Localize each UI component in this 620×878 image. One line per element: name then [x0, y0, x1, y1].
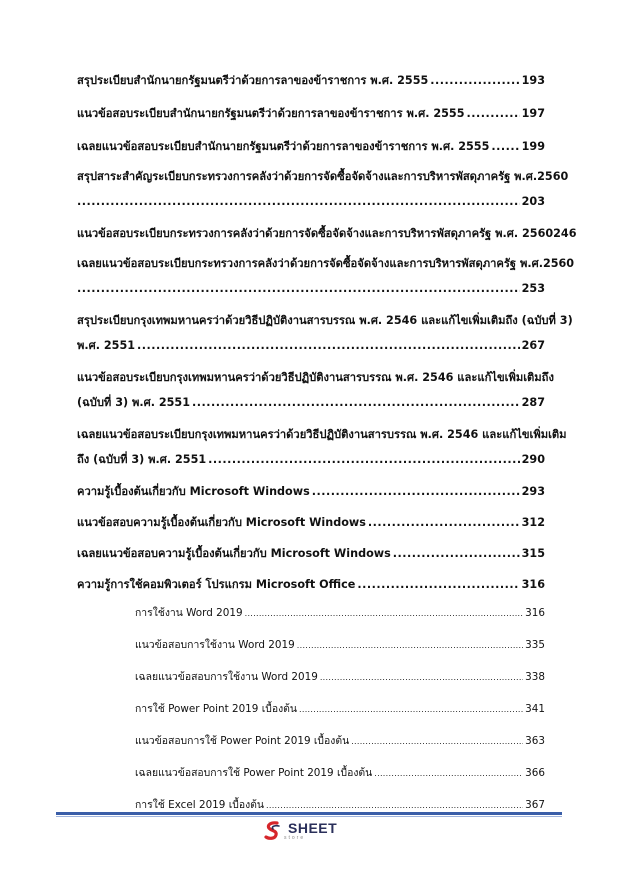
- toc-sub-entry-page: 338: [525, 671, 545, 683]
- toc-sub-entry-page: 363: [525, 735, 545, 747]
- toc-entry[interactable]: [77, 168, 569, 210]
- toc-sub-entry[interactable]: [135, 734, 545, 749]
- toc-entry[interactable]: [77, 138, 545, 155]
- toc-sub-entry[interactable]: [135, 606, 545, 621]
- toc-entry[interactable]: [77, 72, 545, 89]
- leader-dots: [137, 337, 520, 354]
- toc-entry-title: สรุประเบียบสำนักนายกรัฐมนตรีว่าด้วยการลาของข้าราชการ พ.ศ. 2555: [77, 74, 429, 87]
- toc-entry-page: 193: [521, 74, 545, 87]
- toc-entry-title: แนวข้อสอบระเบียบกระทรวงการคลังว่าด้วยการจัดซื้อจัดจ้างและการบริหารพัสดุภาครัฐ พ.ศ. 2560: [77, 227, 554, 240]
- toc-entry-page: 246: [553, 227, 577, 240]
- toc-sub-entry-page: 335: [525, 639, 545, 651]
- toc-entry[interactable]: [77, 105, 545, 122]
- toc-sub-entry[interactable]: [135, 702, 545, 717]
- toc-entry-title: เฉลยแนวข้อสอบความรู้เบื้องต้นเกี่ยวกับ Microsoft Windows: [77, 547, 391, 560]
- footer-rule-thin: [56, 816, 562, 817]
- toc-entry-title-line2: (ฉบับที่ 3) พ.ศ. 2551: [77, 396, 191, 409]
- toc-entry-page: 253: [521, 282, 545, 295]
- leader-dots: [77, 280, 520, 297]
- toc-entry-page: 287: [521, 396, 545, 409]
- leader-dots: [320, 670, 523, 685]
- toc-entry-page: 293: [521, 485, 545, 498]
- leader-dots: [266, 798, 523, 813]
- toc-entry-title-line2: ถึง (ฉบับที่ 3) พ.ศ. 2551: [77, 453, 207, 466]
- toc-entry-page: 316: [521, 578, 545, 591]
- sheet-store-logo: [262, 820, 337, 842]
- toc-entry[interactable]: [77, 225, 577, 242]
- leader-dots: [208, 451, 520, 468]
- toc-entry-page: 203: [521, 195, 545, 208]
- toc-entry-title: ความรู้เบื้องต้นเกี่ยวกับ Microsoft Windows: [77, 485, 310, 498]
- toc-entry-title-line1: เฉลยแนวข้อสอบระเบียบกรุงเทพมหานครว่าด้วยวิธีปฏิบัติงานสารบรรณ พ.ศ. 2546 และแก้ไขเพิ่มเติม: [77, 428, 567, 441]
- toc-entry-page: 315: [521, 547, 545, 560]
- toc-sub-entry-page: 316: [525, 607, 545, 619]
- toc-entry-page: 267: [521, 339, 545, 352]
- toc-sub-entry[interactable]: [135, 798, 545, 813]
- toc-sub-entry-page: 366: [525, 767, 545, 779]
- leader-dots: [299, 702, 523, 717]
- leader-dots: [297, 638, 523, 653]
- leader-dots: [368, 514, 520, 531]
- toc-sub-entry[interactable]: [135, 766, 545, 781]
- toc-entry-page: 197: [521, 107, 545, 120]
- toc-sub-entry-title: แนวข้อสอบการใช้ Power Point 2019 เบื้องต้น: [135, 735, 350, 747]
- leader-dots: [467, 105, 520, 122]
- toc-entry-title: เฉลยแนวข้อสอบระเบียบกระทรวงการคลังว่าด้วยการจัดซื้อจัดจ้างและการบริหารพัสดุภาครัฐ พ.ศ.2560: [77, 257, 575, 270]
- toc-entry-page: 312: [521, 516, 545, 529]
- toc-sub-entry[interactable]: [135, 670, 545, 685]
- footer-rule: [56, 812, 562, 815]
- leader-dots: [430, 72, 519, 89]
- toc-entry[interactable]: [77, 255, 575, 297]
- toc-entry-title: ความรู้การใช้คอมพิวเตอร์ โปรแกรม Microsoft Office: [77, 578, 356, 591]
- table-of-contents: [77, 72, 577, 813]
- toc-entry[interactable]: [77, 514, 545, 531]
- toc-entry[interactable]: [77, 369, 554, 411]
- toc-entry-title-line1: สรุประเบียบกรุงเทพมหานครว่าด้วยวิธีปฏิบัติงานสารบรรณ พ.ศ. 2546 และแก้ไขเพิ่มเติมถึง (ฉบับที่ 3): [77, 314, 573, 327]
- toc-sub-entry-page: 341: [525, 703, 545, 715]
- toc-entry-title-line2: พ.ศ. 2551: [77, 339, 136, 352]
- toc-entry[interactable]: [77, 483, 545, 500]
- toc-sub-entry-title: การใช้งาน Word 2019: [135, 607, 243, 619]
- leader-dots: [374, 766, 523, 781]
- toc-sub-entry-title: การใช้ Excel 2019 เบื้องต้น: [135, 799, 265, 811]
- toc-entry-page: 290: [521, 453, 545, 466]
- toc-entry[interactable]: [77, 545, 545, 562]
- toc-entry[interactable]: [77, 312, 573, 354]
- sheet-logo-icon: [262, 820, 284, 842]
- leader-dots: [393, 545, 520, 562]
- toc-sub-entry-title: การใช้ Power Point 2019 เบื้องต้น: [135, 703, 298, 715]
- toc-sub-entry[interactable]: [135, 638, 545, 653]
- toc-entry-title: แนวข้อสอบความรู้เบื้องต้นเกี่ยวกับ Microsoft Windows: [77, 516, 366, 529]
- leader-dots: [351, 734, 523, 749]
- toc-sub-entry-page: 367: [525, 799, 545, 811]
- toc-entry-title: แนวข้อสอบระเบียบสำนักนายกรัฐมนตรีว่าด้วยการลาของข้าราชการ พ.ศ. 2555: [77, 107, 465, 120]
- toc-entry[interactable]: [77, 576, 545, 593]
- leader-dots: [312, 483, 520, 500]
- toc-entry-page: 199: [521, 140, 545, 153]
- leader-dots: [245, 606, 524, 621]
- leader-dots: [491, 138, 519, 155]
- logo-subtext: store: [284, 835, 306, 841]
- leader-dots: [77, 193, 520, 210]
- toc-entry[interactable]: [77, 426, 567, 468]
- toc-sub-entry-title: เฉลยแนวข้อสอบการใช้ Power Point 2019 เบื้องต้น: [135, 767, 373, 779]
- toc-entry-title-line1: แนวข้อสอบระเบียบกรุงเทพมหานครว่าด้วยวิธีปฏิบัติงานสารบรรณ พ.ศ. 2546 และแก้ไขเพิ่มเติมถึง: [77, 371, 554, 384]
- toc-sub-entry-title: เฉลยแนวข้อสอบการใช้งาน Word 2019: [135, 671, 318, 683]
- leader-dots: [192, 394, 520, 411]
- toc-entry-title: เฉลยแนวข้อสอบระเบียบสำนักนายกรัฐมนตรีว่าด้วยการลาของข้าราชการ พ.ศ. 2555: [77, 140, 490, 153]
- toc-entry-title: สรุปสาระสำคัญระเบียบกระทรวงการคลังว่าด้วยการจัดซื้อจัดจ้างและการบริหารพัสดุภาครัฐ พ.ศ.2560: [77, 170, 569, 183]
- leader-dots: [357, 576, 519, 593]
- toc-sub-entry-title: แนวข้อสอบการใช้งาน Word 2019: [135, 639, 295, 651]
- logo-wordmark: SHEET: [288, 820, 338, 836]
